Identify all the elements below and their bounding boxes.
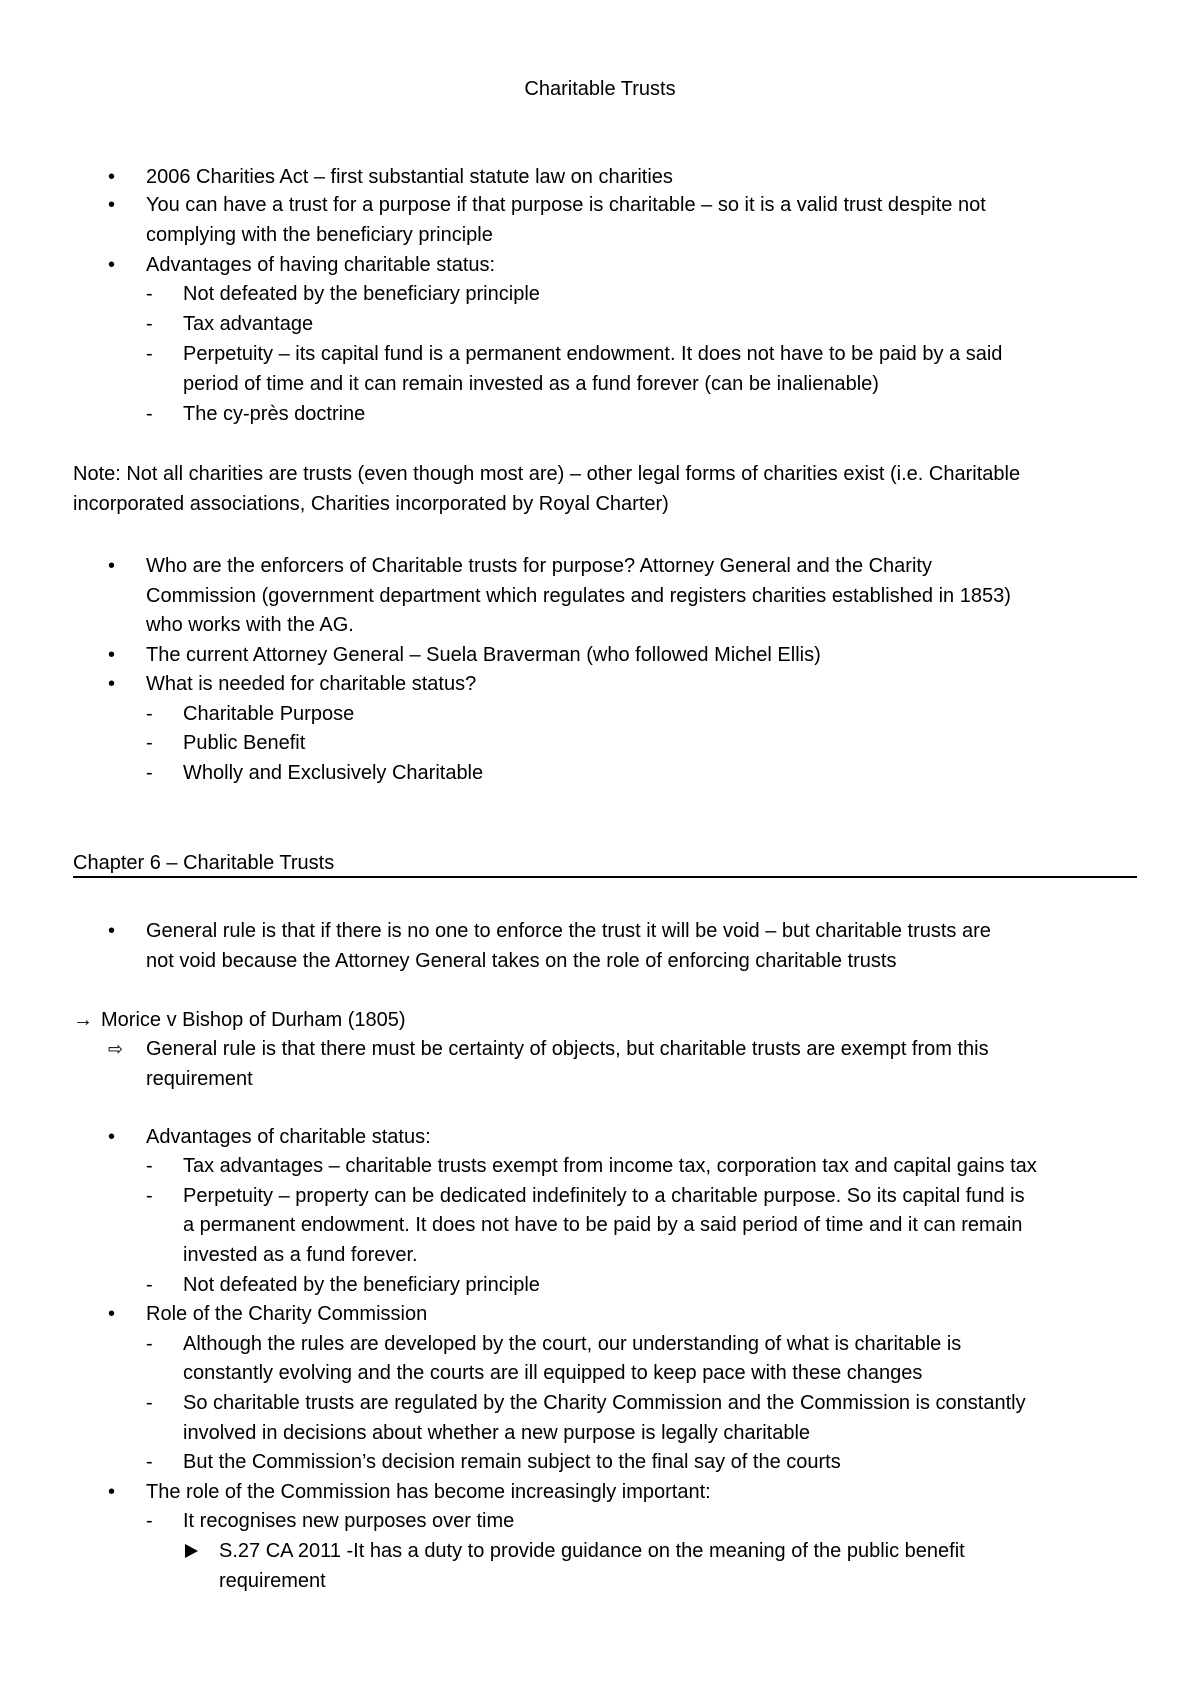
list-item: Role of the Charity Commission — [146, 1303, 428, 1325]
list-item-continuation: who works with the AG. — [146, 614, 354, 636]
list-item: What is needed for charitable status? — [146, 673, 477, 695]
sub-item: Charitable Purpose — [183, 703, 355, 725]
dash-marker: - — [146, 703, 153, 725]
list-item: The role of the Commission has become increasingly important: — [146, 1481, 711, 1503]
sub-item: Although the rules are developed by the court, our understanding of what is charitable is — [183, 1333, 962, 1355]
sub-item: Wholly and Exclusively Charitable — [183, 762, 484, 784]
list-item: You can have a trust for a purpose if that purpose is charitable – so it is a valid trust despite not — [146, 194, 986, 216]
case-name: Morice v Bishop of Durham (1805) — [101, 1009, 406, 1031]
sub-item: It recognises new purposes over time — [183, 1510, 515, 1532]
bullet-icon: • — [108, 166, 116, 188]
sub-item: Public Benefit — [183, 732, 306, 754]
bullet-icon: • — [108, 1126, 116, 1148]
list-item: The current Attorney General – Suela Braverman (who followed Michel Ellis) — [146, 644, 821, 666]
dash-marker: - — [146, 1155, 153, 1177]
sub-item-continuation: involved in decisions about whether a new purpose is legally charitable — [183, 1422, 811, 1444]
sub-item-continuation: invested as a fund forever. — [183, 1244, 418, 1266]
dash-marker: - — [146, 1333, 153, 1355]
bullet-icon: • — [108, 920, 116, 942]
bullet-icon: • — [108, 1303, 116, 1325]
dash-marker: - — [146, 1451, 153, 1473]
open-arrow-icon: ⇨ — [108, 1039, 124, 1059]
sub-item: Not defeated by the beneficiary principle — [183, 1274, 540, 1296]
list-item-continuation: not void because the Attorney General takes on the role of enforcing charitable trusts — [146, 950, 897, 972]
sub-item-continuation: a permanent endowment. It does not have to be paid by a said period of time and it can remain — [183, 1214, 1023, 1236]
note-paragraph-continuation: incorporated associations, Charities incorporated by Royal Charter) — [73, 493, 669, 515]
bullet-icon: • — [108, 194, 116, 216]
sub-item: The cy-près doctrine — [183, 403, 366, 425]
dash-marker: - — [146, 283, 153, 305]
dash-marker: - — [146, 732, 153, 754]
dash-marker: - — [146, 762, 153, 784]
list-item: 2006 Charities Act – first substantial statute law on charities — [146, 166, 673, 188]
arrowhead-bullet-icon — [185, 1544, 198, 1558]
sub-item: So charitable trusts are regulated by the Charity Commission and the Commission is constantly — [183, 1392, 1026, 1414]
sub-item: Tax advantage — [183, 313, 314, 335]
dash-marker: - — [146, 313, 153, 335]
list-item: Advantages of charitable status: — [146, 1126, 431, 1148]
bullet-icon: • — [108, 555, 116, 577]
sub-sub-item: S.27 CA 2011 -It has a duty to provide guidance on the meaning of the public benefit — [219, 1540, 965, 1562]
sub-item-continuation: constantly evolving and the courts are ill equipped to keep pace with these changes — [183, 1362, 923, 1384]
list-item-continuation: complying with the beneficiary principle — [146, 224, 493, 246]
arrow-icon: → — [73, 1009, 93, 1031]
sub-item: Perpetuity – its capital fund is a permanent endowment. It does not have to be paid by a said — [183, 343, 1003, 365]
dash-marker: - — [146, 1510, 153, 1532]
list-item: Advantages of having charitable status: — [146, 254, 496, 276]
document-title: Charitable Trusts — [524, 78, 676, 100]
sub-item-continuation: period of time and it can remain invested as a fund forever (can be inalienable) — [183, 373, 879, 395]
sub-item: But the Commission’s decision remain subject to the final say of the courts — [183, 1451, 841, 1473]
sub-sub-item-continuation: requirement — [219, 1570, 326, 1592]
chapter-heading: Chapter 6 – Charitable Trusts — [73, 852, 335, 874]
dash-marker: - — [146, 1185, 153, 1207]
dash-marker: - — [146, 1392, 153, 1414]
dash-marker: - — [146, 1274, 153, 1296]
dash-marker: - — [146, 403, 153, 425]
dash-marker: - — [146, 343, 153, 365]
sub-item: Not defeated by the beneficiary principle — [183, 283, 540, 305]
bullet-icon: • — [108, 1481, 116, 1503]
note-paragraph: Note: Not all charities are trusts (even though most are) – other legal forms of charities exist (i.e. Charitable — [73, 463, 1021, 485]
sub-item: Perpetuity – property can be dedicated indefinitely to a charitable purpose. So its capital fund is — [183, 1185, 1025, 1207]
bullet-icon: • — [108, 644, 116, 666]
case-point-continuation: requirement — [146, 1068, 253, 1090]
sub-item: Tax advantages – charitable trusts exempt from income tax, corporation tax and capital gains tax — [183, 1155, 1037, 1177]
list-item: Who are the enforcers of Charitable trusts for purpose? Attorney General and the Charity — [146, 555, 932, 577]
list-item: General rule is that if there is no one to enforce the trust it will be void – but charitable trusts are — [146, 920, 991, 942]
bullet-icon: • — [108, 673, 116, 695]
heading-underline — [73, 876, 1137, 878]
list-item-continuation: Commission (government department which regulates and registers charities established in 1853) — [146, 585, 1011, 607]
case-point: General rule is that there must be certainty of objects, but charitable trusts are exempt from this — [146, 1038, 989, 1060]
bullet-icon: • — [108, 254, 116, 276]
